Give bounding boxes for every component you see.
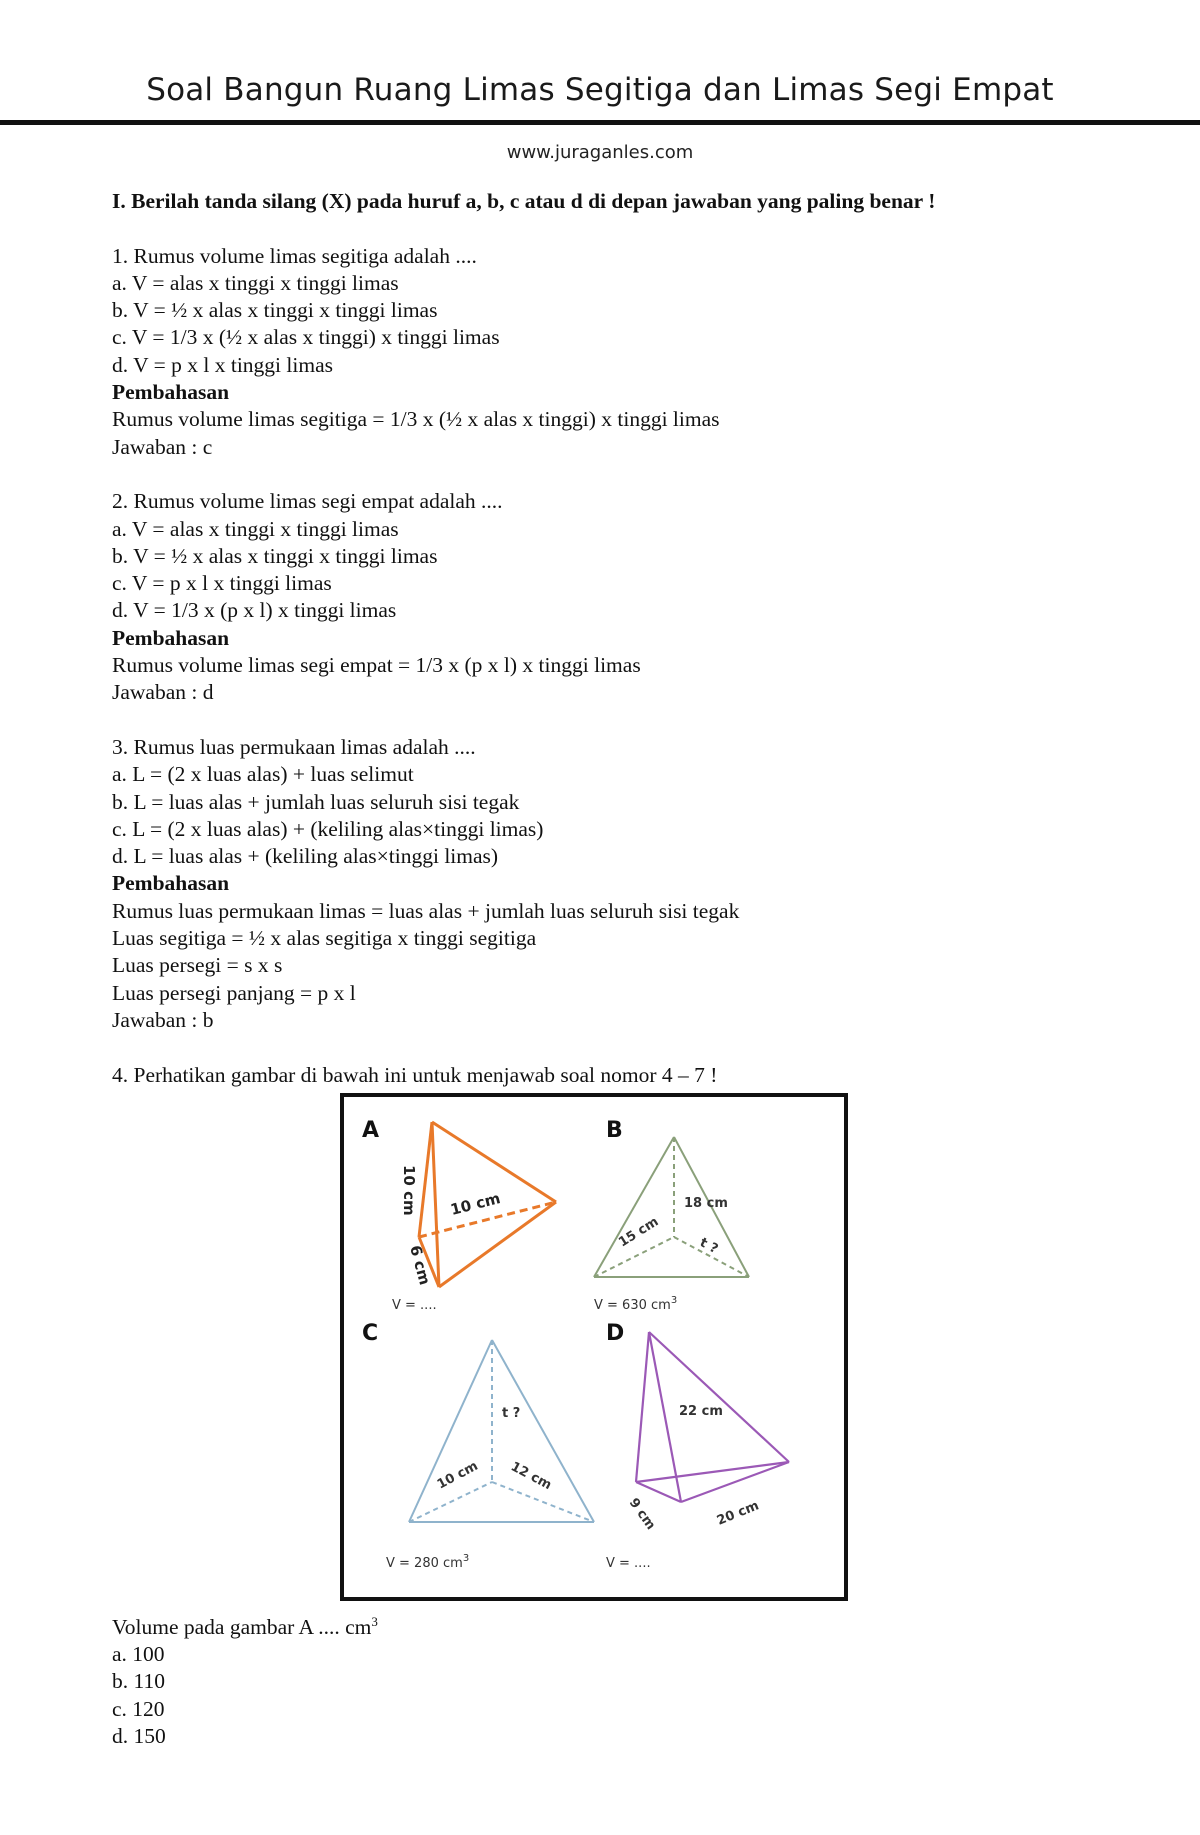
volume-d: V = ....	[606, 1555, 651, 1571]
discussion-line: Rumus volume limas segitiga = 1/3 x (½ x alas x tinggi) x tinggi limas	[112, 407, 720, 432]
option-b: b. V = ½ x alas x tinggi x tinggi limas	[112, 543, 438, 568]
discussion-line: Rumus luas permukaan limas = luas alas + jumlah luas seluruh sisi tegak	[112, 898, 740, 923]
pyramid-c	[409, 1340, 594, 1522]
volume-a: V = ....	[392, 1297, 437, 1313]
figure-label-d: D	[606, 1320, 625, 1346]
answer: Jawaban : b	[112, 1007, 214, 1032]
label-b-base2: t ?	[697, 1235, 721, 1257]
option-a: a. 100	[112, 1642, 165, 1667]
label-a-side3: 6 cm	[406, 1243, 434, 1287]
answer: Jawaban : c	[112, 434, 213, 459]
option-a: a. L = (2 x luas alas) + luas selimut	[112, 762, 414, 787]
instruction: I. Berilah tanda silang (X) pada huruf a, b, c atau d di depan jawaban yang paling benar !	[112, 189, 936, 213]
label-a-side2: 10 cm	[448, 1188, 503, 1219]
website-link[interactable]: www.juraganles.com	[506, 142, 694, 163]
label-d-base1: 9 cm	[625, 1495, 658, 1533]
label-c-base1: 10 cm	[434, 1458, 481, 1493]
discussion-line: Luas segitiga = ½ x alas segitiga x tinggi segitiga	[112, 926, 537, 951]
discussion-heading: Pembahasan	[112, 625, 230, 650]
pyramid-figure	[340, 1093, 848, 1601]
option-d: d. 150	[112, 1723, 166, 1748]
question-text: 3. Rumus luas permukaan limas adalah ....	[112, 734, 476, 759]
option-a: a. V = alas x tinggi x tinggi limas	[112, 516, 399, 541]
question-text: Volume pada gambar A .... $cm^3$	[112, 1613, 378, 1639]
option-d: d. L = luas alas + (keliling alas×tinggi limas)	[112, 844, 499, 869]
label-c-height: t ?	[502, 1405, 521, 1421]
label-b-base1: 15 cm	[616, 1214, 662, 1251]
figure-label-a: A	[362, 1117, 380, 1143]
figure-label-c: C	[362, 1320, 379, 1346]
discussion-heading: Pembahasan	[112, 871, 230, 896]
header-divider	[0, 120, 1200, 125]
question-2	[112, 488, 1112, 706]
question-text: 2. Rumus volume limas segi empat adalah ....	[112, 489, 503, 514]
volume-c: V = 280 $cm^3$	[386, 1552, 470, 1571]
question-1	[112, 243, 1112, 461]
discussion-line: Luas persegi panjang = p x l	[112, 980, 356, 1005]
label-a-side1: 10 cm	[400, 1164, 418, 1216]
label-d-height: 22 cm	[679, 1403, 723, 1419]
answer: Jawaban : d	[112, 680, 214, 705]
option-d: d. V = p x l x tinggi limas	[112, 352, 333, 377]
question-intro: 4. Perhatikan gambar di bawah ini untuk menjawab soal nomor 4 – 7 !	[112, 1062, 718, 1087]
option-d: d. V = 1/3 x (p x l) x tinggi limas	[112, 598, 397, 623]
question-text: 1. Rumus volume limas segitiga adalah ....	[112, 243, 477, 268]
option-c: c. V = 1/3 x (½ x alas x tinggi) x tinggi limas	[112, 325, 500, 350]
discussion-heading: Pembahasan	[112, 380, 230, 405]
option-c: c. V = p x l x tinggi limas	[112, 571, 332, 596]
label-d-base2: 20 cm	[714, 1498, 762, 1529]
option-a: a. V = alas x tinggi x tinggi limas	[112, 270, 399, 295]
figure-label-b: B	[606, 1117, 623, 1143]
discussion-line: Luas persegi = s x s	[112, 953, 283, 978]
label-b-height: 18 cm	[684, 1195, 728, 1211]
document-body	[112, 188, 1112, 1750]
volume-b: V = 630 $cm^3$	[594, 1294, 678, 1313]
discussion-line: Rumus volume limas segi empat = 1/3 x (p x l) x tinggi limas	[112, 653, 641, 678]
option-b: b. V = ½ x alas x tinggi x tinggi limas	[112, 298, 438, 323]
question-4	[112, 1062, 1112, 1751]
option-c: c. 120	[112, 1696, 165, 1721]
option-b: b. 110	[112, 1669, 165, 1694]
page-title: Soal Bangun Ruang Limas Segitiga dan Limas Segi Empat	[146, 72, 1054, 108]
label-c-base2: 12 cm	[508, 1459, 554, 1493]
question-3	[112, 734, 1112, 1034]
option-c: c. L = (2 x luas alas) + (keliling alas×tinggi limas)	[112, 816, 544, 841]
option-b: b. L = luas alas + jumlah luas seluruh sisi tegak	[112, 789, 520, 814]
